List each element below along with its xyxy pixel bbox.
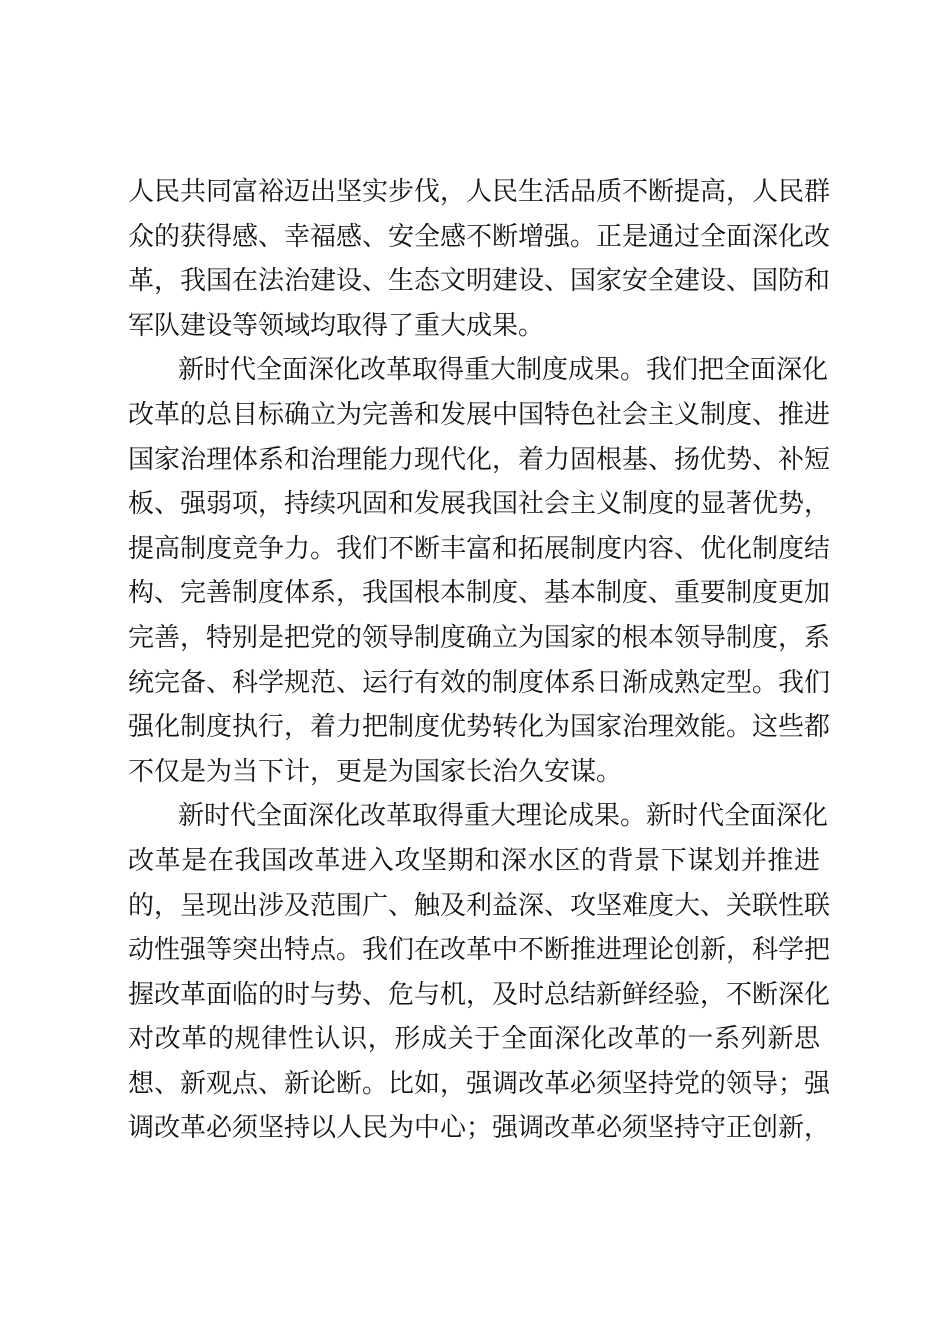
text-line: 板、强弱项，持续巩固和发展我国社会主义制度的显著优势， bbox=[128, 489, 831, 520]
text-line: 国家治理体系和治理能力现代化，着力固根基、扬优势、补短 bbox=[128, 444, 831, 475]
text-line: 提高制度竞争力。我们不断丰富和拓展制度内容、优化制度结 bbox=[128, 533, 831, 564]
text-line: 想、新观点、新论断。比如，强调改革必须坚持党的领导；强 bbox=[128, 1068, 831, 1099]
text-line: 的，呈现出涉及范围广、触及利益深、攻坚难度大、关联性联 bbox=[128, 890, 831, 921]
text-line: 众的获得感、幸福感、安全感不断增强。正是通过全面深化改 bbox=[128, 221, 831, 252]
text-line: 完善，特别是把党的领导制度确立为国家的根本领导制度，系 bbox=[128, 622, 831, 653]
text-line: 动性强等突出特点。我们在改革中不断推进理论创新，科学把 bbox=[128, 935, 831, 966]
text-line: 握改革面临的时与势、危与机，及时总结新鲜经验，不断深化 bbox=[128, 979, 831, 1010]
document-body bbox=[128, 170, 831, 1151]
text-line: 调改革必须坚持以人民为中心；强调改革必须坚持守正创新， bbox=[128, 1113, 831, 1144]
text-line: 军队建设等领域均取得了重大成果。 bbox=[128, 310, 545, 341]
text-line: 强化制度执行，着力把制度优势转化为国家治理效能。这些都 bbox=[128, 712, 831, 743]
text-line: 不仅是为当下计，更是为国家长治久安谋。 bbox=[128, 756, 623, 787]
text-line: 改革是在我国改革进入攻坚期和深水区的背景下谋划并推进 bbox=[128, 845, 820, 876]
text-line: 人民共同富裕迈出坚实步伐，人民生活品质不断提高，人民群 bbox=[128, 177, 831, 207]
text-line: 革，我国在法治建设、生态文明建设、国家安全建设、国防和 bbox=[128, 266, 831, 297]
text-line: 构、完善制度体系，我国根本制度、基本制度、重要制度更加 bbox=[128, 578, 831, 609]
text-line: 统完备、科学规范、运行有效的制度体系日渐成熟定型。我们 bbox=[128, 667, 831, 698]
text-line: 改革的总目标确立为完善和发展中国特色社会主义制度、推进 bbox=[128, 399, 831, 430]
text-line: 新时代全面深化改革取得重大制度成果。我们把全面深化 bbox=[178, 355, 829, 386]
text-line: 对改革的规律性认识，形成关于全面深化改革的一系列新思 bbox=[128, 1024, 820, 1055]
text-line: 新时代全面深化改革取得重大理论成果。新时代全面深化 bbox=[178, 801, 829, 832]
